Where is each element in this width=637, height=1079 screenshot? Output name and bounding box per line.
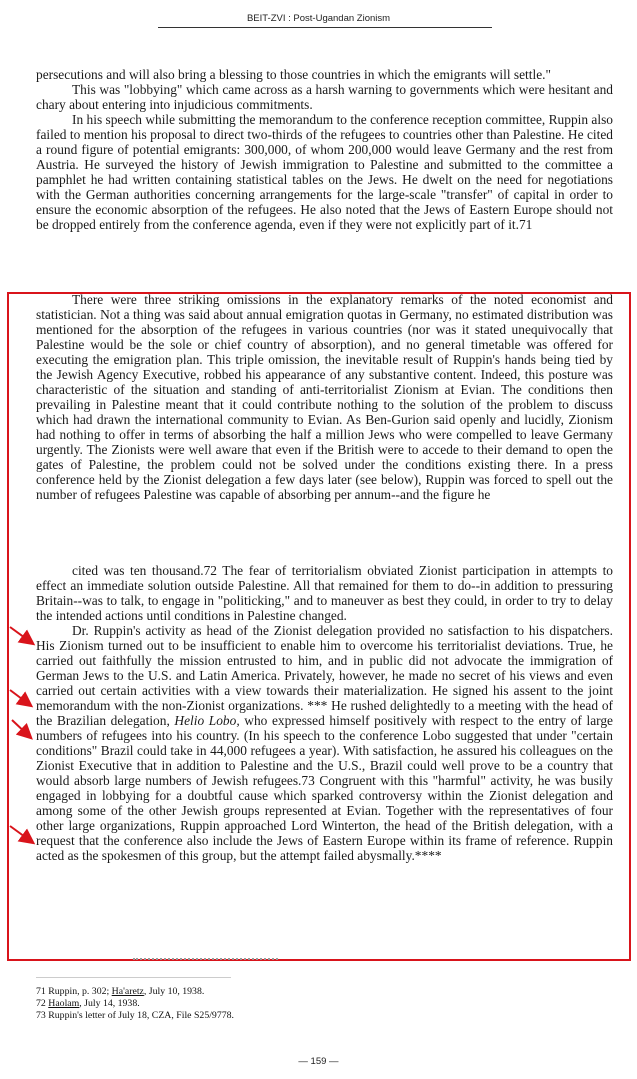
- arrow-icon: [10, 627, 32, 643]
- paragraph-lobbying: This was "lobbying" which came across as a harsh warning to governments which were hesitant and chary about entering into injudicious commitments.: [36, 82, 613, 112]
- footnote-source: Ha'aretz: [111, 986, 144, 997]
- header-rule: [158, 27, 492, 28]
- page-number: — 159 —: [298, 1056, 339, 1067]
- footnote-rule: [36, 977, 231, 978]
- arrow-icon: [10, 690, 30, 705]
- text-block-ruppin: [36, 563, 613, 863]
- footnote-text: , July 10, 1938.: [143, 986, 205, 997]
- dotted-separator: [133, 958, 278, 960]
- footnote-number: 73: [36, 1010, 46, 1021]
- footnote-text: , July 14, 1938.: [79, 998, 140, 1009]
- paragraph-speech: In his speech while submitting the memorandum to the conference reception committee, Ruppin also failed to mention his proposal to direct two-thirds of the refugees to countries other than Palestine. He cited a round figure of potential emigrants: 300,000, of whom 200,000 would leave Germany and the rest from Austria. He surveyed the history of Jewish immigration to Palestine and submitted to the committee a pamphlet he had written containing statistical tables on the Jews. He dwelt on the need for negotiations with the German authorities concerning arrangements for the large-scale "transfer" of capital in order to ensure the economic absorption of the refugees. He also noted that the Jews of Eastern Europe should not be dropped entirely from the conference agenda, even if they were not explicitly part of it.71: [36, 112, 613, 232]
- paragraph-omissions: There were three striking omissions in the explanatory remarks of the noted economist and statistician. Not a thing was said about annual emigration quotas in Germany, no estimated distribution was mentioned for the absorption of the refugees in various countries (nor was it stated unequivocally that Palestine would be the sole or chief country of absorption), and no general timetable was offered for executing the emigration plan. This triple omission, the inevitable result of Ruppin's hands being tied by the Jewish Agency Executive, robbed his appearance of any substantive content. Indeed, this posture was characteristic of the situation and standing of anti-territorialist Zionism at Evian. The conditions then prevailing in Palestine meant that it could contribute nothing to the solution of the problem to discuss which had drawn the international community to Evian. As Ben-Gurion said openly and lucidly, Zionism had nothing to offer in terms of absorbing the half a million Jews who were compelled to leave Germany urgently. The Zionists were well aware that even if the British were to accede to their demand to open the gates of Palestine, the problem could not be solved under the conditions existing there. In a press conference held by the Zionist delegation a few days later (see below), Ruppin was forced to spell out the number of refugees Palestine was capable of absorbing per annum--and the figure he: [36, 292, 613, 502]
- footnotes: [36, 986, 596, 1022]
- text-segment: who expressed himself positively with respect to the entry of large numbers of refugees into his country. (In his speech to the conference Lobo suggested that under "certain conditions" Brazil could take in 44,000 refugees a year). With satisfaction, he assured his colleagues on the Zionist Executive that in addition to Palestine and the U.S., Brazil could well prove to be a country that would absorb large numbers of Jewish refugees.73 Congruent with this "harmful" activity, he was busily engaged in lobbying for a doubtful cause which sparked controversy within the Zionist delegation and among some of the other Jewish groups represented at Evian. Together with the representatives of four other large organizations, Ruppin approached Lord Winterton, the head of the British delegation, with a request that the conference also include the Jews of Eastern Europe within its frame of reference. Ruppin acted as the spokesmen of this group, but the attempt failed abysmally.****: [36, 713, 613, 863]
- footnote-71: [36, 986, 596, 998]
- footnote-source: Haolam: [48, 998, 80, 1009]
- footnote-number: 72: [36, 998, 46, 1009]
- text-block-omissions: [36, 292, 613, 502]
- footnote-text: Ruppin's letter of July 18, CZA, File S25/9778.: [48, 1010, 234, 1021]
- footnote-73: [36, 1010, 596, 1022]
- footnote-72: [36, 998, 596, 1010]
- paragraph-quote-end: persecutions and will also bring a blessing to those countries in which the emigrants will settle.": [36, 67, 551, 82]
- arrow-icon: [10, 826, 32, 842]
- arrow-icon: [12, 720, 30, 737]
- person-name-italic: Helio Lobo,: [174, 713, 240, 728]
- paragraph-ruppin-activity: [36, 623, 613, 863]
- paragraph-ten-thousand: cited was ten thousand.72 The fear of territorialism obviated Zionist participation in attempts to effect an immediate solution outside Palestine. All that remained for them to do--in addition to pressuring Britain--was to talk, to engage in "politicking," and to maneuver as best they could, in order to try to delay the intended actions until conditions in Palestine changed.: [36, 563, 613, 623]
- footnote-text: Ruppin, p. 302;: [48, 986, 112, 997]
- text-block-top: [36, 67, 613, 232]
- footnote-number: 71: [36, 986, 46, 997]
- text-segment: Dr. Ruppin's activity as head of the Zionist delegation provided no satisfaction to his dispatchers. His Zionism turned out to be insufficient to enable him to overcome his territorialist deviations. True, he carried out faithfully the mission entrusted to him, and in public did not advocate the immigration of German Jews to the U.S. and Latin America. Privately, however, he made no secret of his views and even carried out certain activities with a view towards their materialization. He signed his assent to the joint memorandum with the non-Zionist organizations. *** He rushed delightedly to a meeting with the head of the Brazilian delegation,: [36, 623, 613, 728]
- running-head: BEIT-ZVI : Post-Ugandan Zionism: [246, 13, 391, 24]
